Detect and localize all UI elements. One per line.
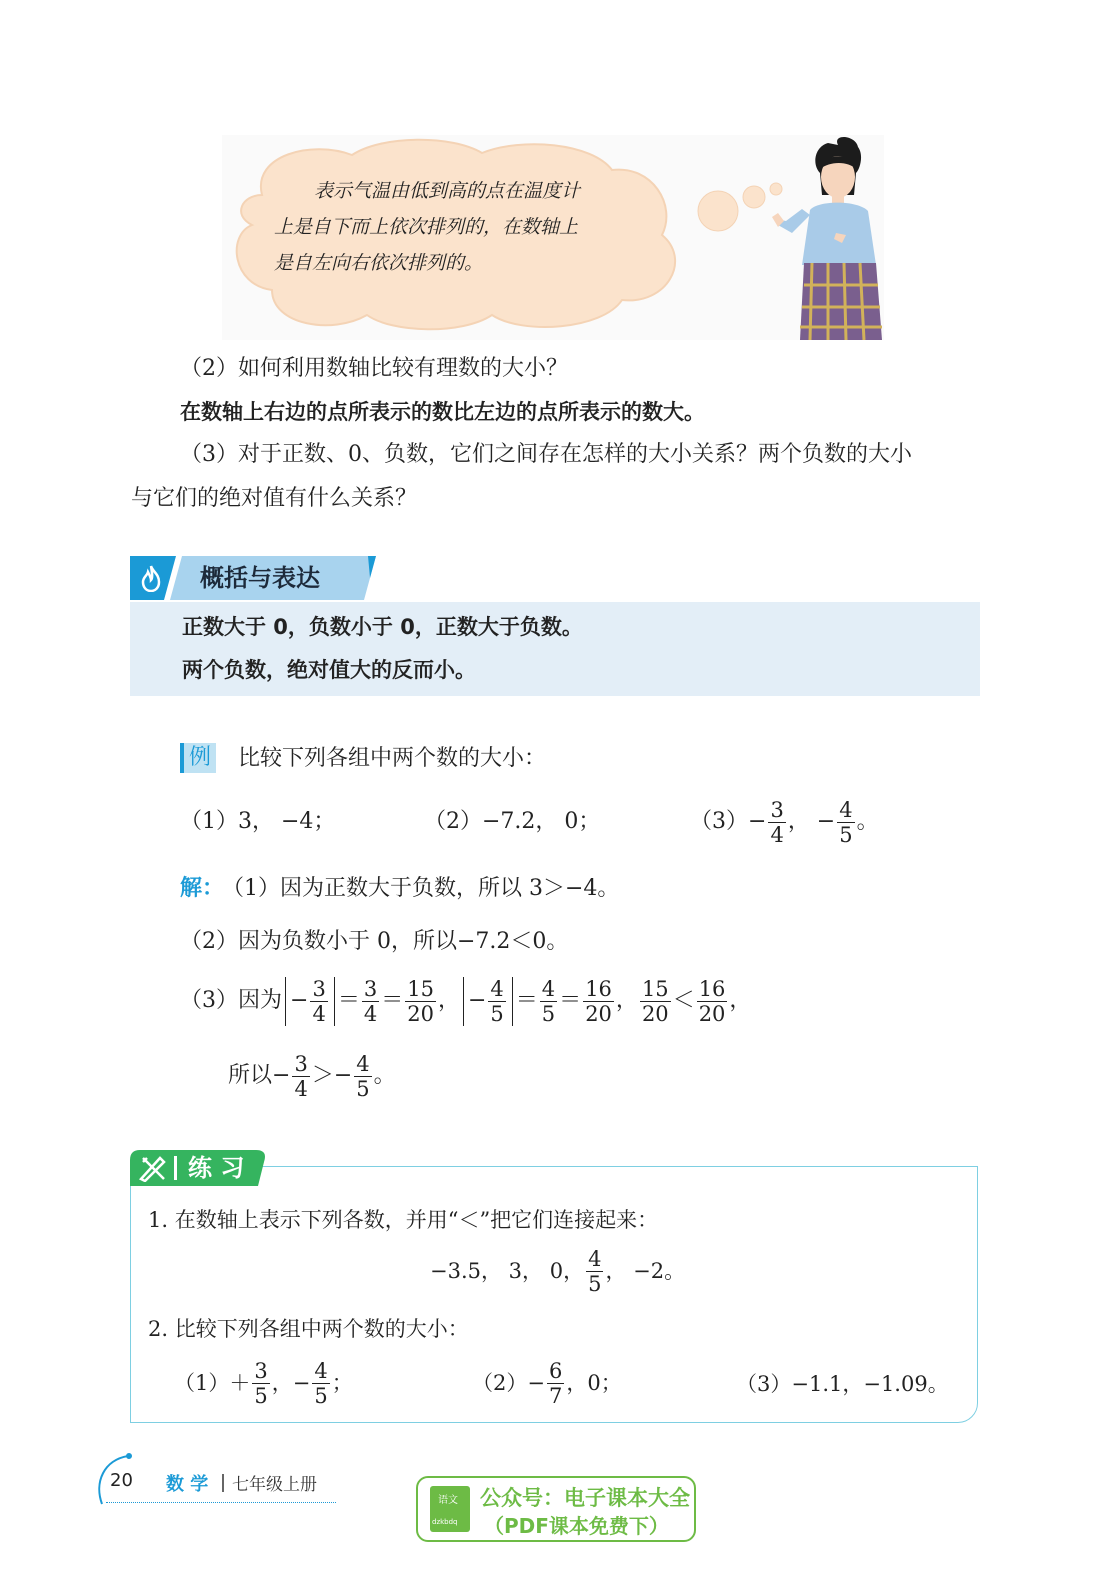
denominator: 5 bbox=[839, 822, 853, 847]
text: ， bbox=[437, 988, 460, 1013]
fraction bbox=[405, 977, 436, 1026]
page-number: 20 bbox=[110, 1470, 133, 1491]
promo-line1: 公众号：电子课本大全 bbox=[480, 1486, 690, 1510]
text: 。 bbox=[856, 809, 879, 834]
denominator: 20 bbox=[585, 1001, 612, 1026]
text: （1）＋ bbox=[174, 1371, 251, 1395]
summary-line2: 两个负数，绝对值大的反而小。 bbox=[182, 658, 476, 682]
text: − bbox=[272, 1063, 291, 1088]
text: ， −2。 bbox=[605, 1259, 686, 1283]
fraction bbox=[640, 977, 671, 1026]
text: ＝ bbox=[381, 988, 404, 1013]
example-prompt: 比较下列各组中两个数的大小： bbox=[238, 746, 547, 771]
text: ，− bbox=[271, 1371, 311, 1395]
footer-grade: 七年级上册 bbox=[232, 1475, 317, 1495]
cloud-line: 表示气温由低到高的点在温度计 bbox=[314, 180, 581, 202]
question-3-line2: 与它们的绝对值有什么关系？ bbox=[131, 486, 418, 511]
girl-illustration bbox=[772, 135, 884, 340]
numerator: 4 bbox=[839, 797, 853, 822]
denominator: 5 bbox=[541, 1001, 556, 1026]
denominator: 5 bbox=[254, 1383, 268, 1408]
denominator: 20 bbox=[641, 1001, 669, 1026]
denominator: 20 bbox=[698, 1001, 726, 1026]
text: （2）− bbox=[472, 1371, 545, 1395]
numerator: 3 bbox=[254, 1358, 268, 1383]
denominator: 20 bbox=[407, 1001, 434, 1026]
exercise-tab-divider bbox=[174, 1156, 177, 1180]
numerator: 16 bbox=[585, 976, 612, 1001]
text: ＞ bbox=[311, 1063, 334, 1088]
exercise-q2: 2. 比较下列各组中两个数的大小： bbox=[148, 1317, 469, 1341]
numerator: 16 bbox=[698, 976, 726, 1001]
fraction bbox=[540, 977, 557, 1026]
pencil-ruler-icon bbox=[138, 1154, 168, 1182]
text: ，0； bbox=[566, 1371, 622, 1395]
footer-subject: 数 学 bbox=[166, 1474, 209, 1495]
cloud-line: 是自左向右依次排列的。 bbox=[274, 252, 484, 274]
numerator: 3 bbox=[363, 976, 378, 1001]
flame-icon bbox=[139, 564, 163, 592]
summary-section bbox=[130, 556, 980, 696]
exercise-q2-part3: （3）−1.1，−1.09。 bbox=[736, 1372, 949, 1396]
question-2: （2）如何利用数轴比较有理数的大小？ bbox=[180, 356, 568, 381]
numerator: 15 bbox=[641, 976, 669, 1001]
denominator: 5 bbox=[356, 1076, 370, 1101]
summary-line1: 正数大于 0，负数小于 0，正数大于负数。 bbox=[182, 615, 583, 639]
text: −3.5， 3， 0， bbox=[430, 1259, 585, 1283]
solution-label: 解： bbox=[180, 876, 225, 901]
exercise-q1-values bbox=[430, 1242, 685, 1300]
fraction bbox=[252, 1359, 269, 1408]
denominator: 7 bbox=[548, 1383, 563, 1408]
exercise-q2-part2 bbox=[472, 1354, 622, 1412]
example-part-2: （2）−7.2， 0； bbox=[424, 809, 601, 834]
fraction bbox=[583, 977, 614, 1026]
promo-badge bbox=[416, 1476, 696, 1542]
solution-3 bbox=[180, 970, 751, 1032]
numerator: 4 bbox=[588, 1246, 602, 1271]
cloud-line: 上是自下而上依次排列的，在数轴上 bbox=[274, 216, 579, 238]
solution-1: （1）因为正数大于负数，所以 3＞−4。 bbox=[222, 876, 620, 901]
footer-dotted-line bbox=[106, 1502, 336, 1503]
denominator: 4 bbox=[363, 1001, 378, 1026]
denominator: 4 bbox=[294, 1076, 308, 1101]
text: ， − bbox=[787, 809, 836, 834]
text: （3）− bbox=[690, 809, 767, 834]
text: ＝ bbox=[559, 988, 582, 1013]
text: − bbox=[290, 988, 309, 1013]
text: − bbox=[333, 1063, 353, 1088]
cloud-text bbox=[274, 173, 654, 281]
numerator: 4 bbox=[314, 1358, 328, 1383]
fraction bbox=[292, 1052, 309, 1101]
numerator: 3 bbox=[312, 976, 326, 1001]
fraction bbox=[697, 977, 728, 1026]
numerator: 3 bbox=[294, 1051, 308, 1076]
denominator: 4 bbox=[312, 1001, 326, 1026]
text: ， bbox=[729, 988, 752, 1013]
fraction bbox=[362, 977, 379, 1026]
exercise-title: 练 习 bbox=[188, 1154, 245, 1182]
text: − bbox=[467, 988, 487, 1013]
question-3-line1: （3）对于正数、0、负数，它们之间存在怎样的大小关系？两个负数的大小 bbox=[180, 442, 912, 467]
absolute-value bbox=[285, 977, 335, 1026]
numerator: 4 bbox=[490, 976, 504, 1001]
fraction bbox=[488, 977, 505, 1026]
numerator: 6 bbox=[548, 1358, 563, 1383]
example-part-3 bbox=[690, 792, 879, 852]
denominator: 4 bbox=[770, 822, 784, 847]
fraction bbox=[354, 1052, 371, 1101]
text: ＝ bbox=[337, 988, 360, 1013]
denominator: 5 bbox=[314, 1383, 328, 1408]
fraction bbox=[586, 1247, 603, 1296]
text: ； bbox=[331, 1371, 353, 1395]
denominator: 5 bbox=[490, 1001, 504, 1026]
fraction bbox=[312, 1359, 329, 1408]
book-icon bbox=[430, 1486, 470, 1532]
fraction bbox=[768, 798, 785, 847]
exercise-section bbox=[130, 1150, 980, 1425]
illustration-area bbox=[222, 135, 884, 340]
exercise-q2-part1 bbox=[174, 1354, 353, 1412]
example-part-1: （1）3， −4； bbox=[180, 809, 336, 834]
text: ＜ bbox=[672, 988, 695, 1013]
fraction bbox=[837, 798, 854, 847]
solution-2: （2）因为负数小于 0，所以−7.2＜0。 bbox=[180, 929, 569, 954]
text: ＝ bbox=[515, 988, 538, 1013]
text: （3）因为 bbox=[180, 988, 282, 1013]
denominator: 5 bbox=[588, 1271, 602, 1296]
promo-line2: （PDF课本免费下） bbox=[484, 1514, 669, 1538]
example-badge-label: 例 bbox=[188, 745, 211, 770]
solution-conclusion bbox=[228, 1046, 396, 1106]
numerator: 3 bbox=[770, 797, 784, 822]
footer bbox=[92, 1452, 352, 1512]
question-2-answer: 在数轴上右边的点所表示的数比左边的点所表示的数大。 bbox=[180, 400, 705, 424]
text: ， bbox=[615, 988, 638, 1013]
text: 所以 bbox=[228, 1063, 273, 1088]
fraction bbox=[310, 977, 327, 1026]
book-icon-label: 语文 bbox=[438, 1495, 458, 1506]
example-badge bbox=[180, 743, 216, 773]
numerator: 15 bbox=[407, 976, 434, 1001]
absolute-value bbox=[463, 977, 513, 1026]
book-icon-small-text: dzkbdq bbox=[432, 1518, 458, 1526]
fraction bbox=[547, 1359, 564, 1408]
footer-divider bbox=[222, 1474, 224, 1492]
numerator: 4 bbox=[356, 1051, 370, 1076]
numerator: 4 bbox=[541, 976, 556, 1001]
summary-title: 概括与表达 bbox=[200, 564, 320, 592]
text: 。 bbox=[373, 1063, 396, 1088]
exercise-q1: 1. 在数轴上表示下列各数，并用“＜”把它们连接起来： bbox=[148, 1208, 659, 1232]
